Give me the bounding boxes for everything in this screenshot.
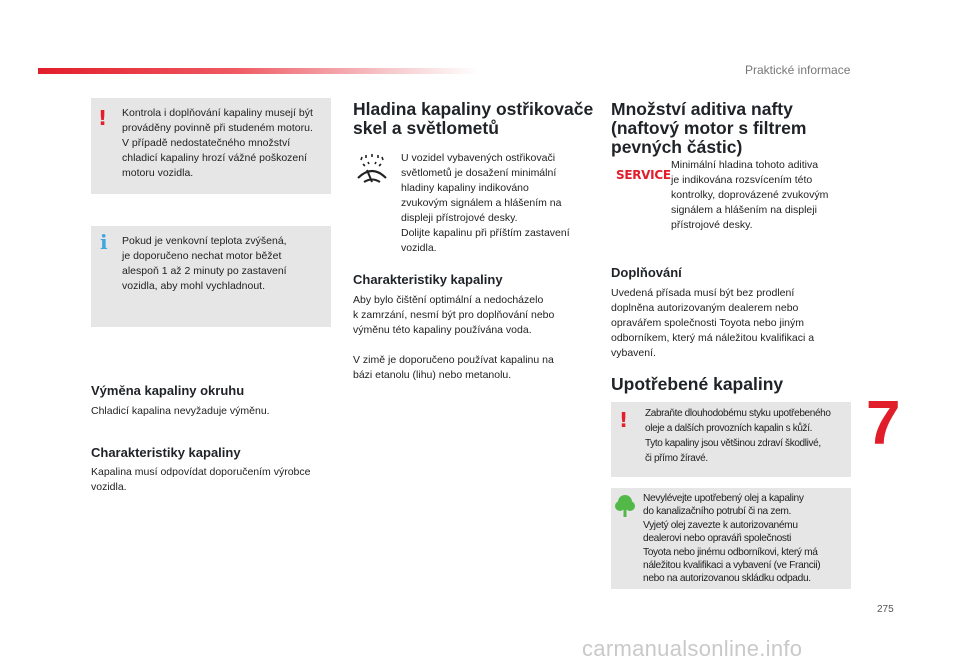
watermark: carmanualsonline.info	[582, 636, 803, 661]
warning-icon: !	[98, 106, 108, 130]
washer-spec-text-1: Aby bylo čištění optimální a nedocházelo k zamrzání, nesmí být pro doplňování nebo výměnu této kapaliny používána voda.	[353, 294, 555, 336]
washer-title: Hladina kapaliny ostřikovače skel a světlometů	[353, 99, 594, 138]
washer-fluid-icon	[354, 152, 390, 188]
section-title: Praktické informace	[745, 63, 851, 77]
refill-text: Uvedená přísada musí být bez prodlení doplněna autorizovaným dealerem nebo opravářem společnosti Toyota nebo jiným odborníkem, který má náležitou kvalifikaci a vybavení.	[611, 287, 815, 359]
warning-icon: !	[619, 408, 629, 432]
washer-level-text: U vozidel vybavených ostřikovači světlometů je dosažení minimální hladiny kapaliny indikováno zvukovým signálem a hlášením na displeji přístrojové desky. Dolijte kapalinu při příštím zastavení vozidla.	[401, 152, 570, 254]
used-fluids-warning-text: Zabraňte dlouhodobému styku upotřebeného oleje a dalších provozních kapalin s kůží. Tyto kapaliny jsou většinou zdraví škodlivé, či přímo žíravé.	[645, 408, 831, 464]
additive-text: Minimální hladina tohoto aditiva je indikována rozsvícením této kontrolky, doprovázené zvukovým signálem a hlášením na displeji přístrojové desky.	[671, 159, 829, 231]
replace-text: Chladicí kapalina nevyžaduje výměnu.	[91, 405, 270, 417]
washer-spec-heading: Charakteristiky kapaliny	[353, 272, 503, 287]
refill-heading: Doplňování	[611, 265, 682, 280]
info-icon: i	[100, 230, 108, 254]
used-fluids-title: Upotřebené kapaliny	[611, 374, 784, 394]
environment-leaf-icon	[614, 494, 636, 518]
chapter-number: 7	[866, 389, 901, 458]
additive-title: Množství aditiva nafty (naftový motor s filtrem pevných částic)	[611, 99, 807, 157]
info-text: Pokud je venkovní teplota zvýšená, je doporučeno nechat motor běžet alespoň 1 až 2 minuty po zastavení vozidla, aby mohl vychladnout.	[122, 235, 287, 292]
header-accent-bar	[38, 68, 478, 74]
washer-spec-text-2: V zimě je doporučeno používat kapalinu na bázi etanolu (lihu) nebo metanolu.	[353, 354, 554, 381]
warning-text: Kontrola i doplňování kapaliny musejí být prováděny povinně při studeném motoru. V případě nedostatečného množství chladicí kapaliny hrozí vážné poškození motoru vozidla.	[122, 107, 313, 179]
replace-heading: Výměna kapaliny okruhu	[91, 383, 245, 398]
left-spec-text: Kapalina musí odpovídat doporučením výrobce vozidla.	[91, 466, 311, 493]
service-warning-icon: SERVICE	[616, 168, 671, 182]
environment-text: Nevylévejte upotřebený olej a kapaliny do kanalizačního potrubí či na zem. Vyjetý olej zavezte k autorizovanému dealerovi nebo opraváři společnosti Toyota nebo jinému odborníkovi, který má náležitou kvalifikaci a vybavení (ve Francii) nebo na autorizovanou skládku odpadu.	[643, 493, 821, 585]
page-number: 275	[877, 604, 894, 615]
left-spec-heading: Charakteristiky kapaliny	[91, 445, 241, 460]
